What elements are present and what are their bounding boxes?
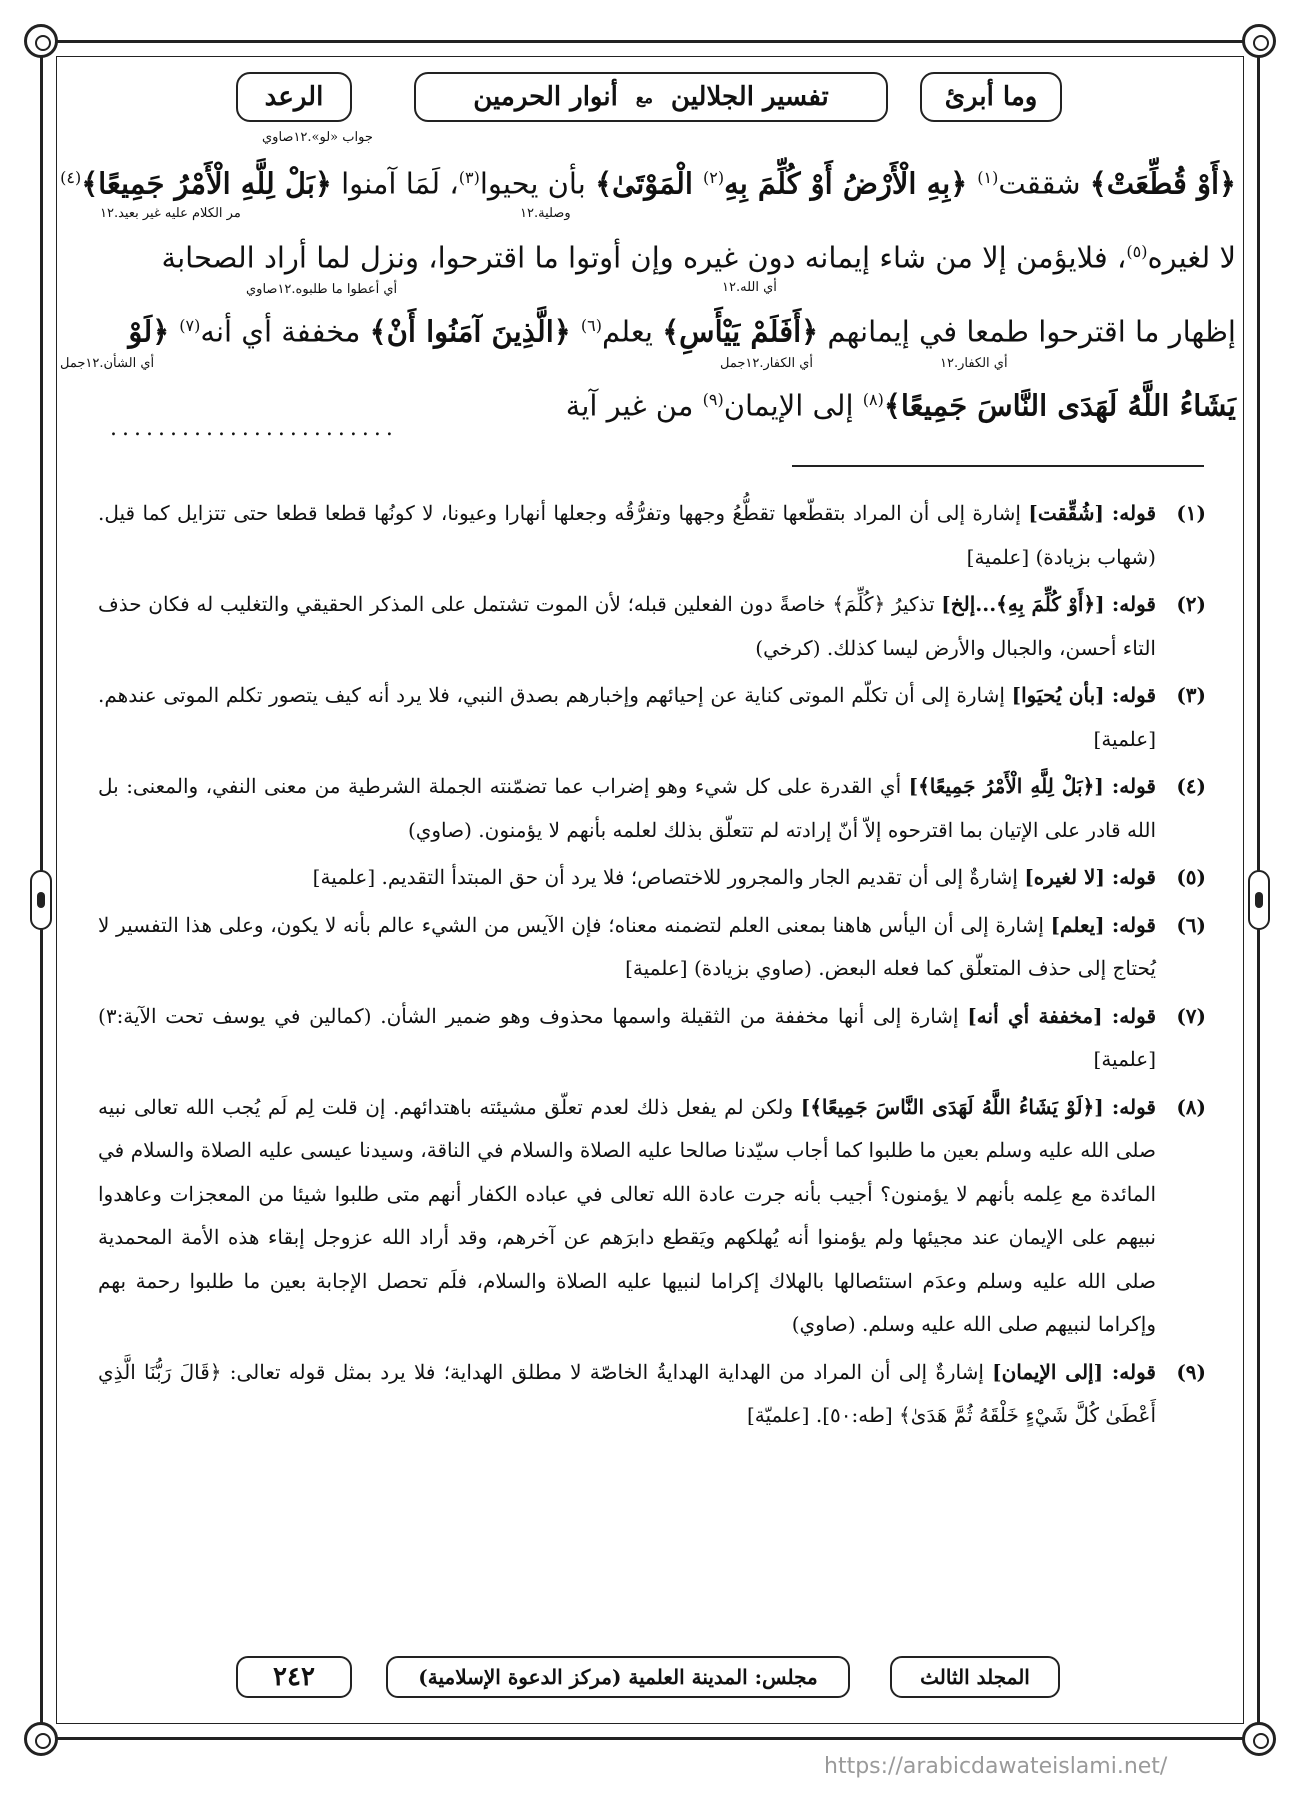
footnote-item: [98, 856, 1206, 900]
footnote-ref: (٣): [458, 168, 480, 187]
footnote-ref: (٤): [60, 168, 82, 187]
footnote-text: إشارة إلى أن اليأس هاهنا بمعنى العلم لتضمنه معناه؛ فإن الآيس من الشيء عالم بأنه لا يكون، وعلى هذا التفسير لا يُحتاج إلى حذف المتعلّق كما فعله البعض. (صاوي بزيادة) [علمية]: [98, 912, 1156, 980]
footnote-label: قوله:: [1104, 865, 1156, 889]
footnote-item: [98, 995, 1206, 1082]
footnote-ref: (٦): [580, 316, 602, 335]
tafsir-text: لا لغيره: [1147, 240, 1236, 275]
footnote-headword: [﴿بَلْ لِلَّهِ الْأَمْرُ جَمِيعًا﴾]: [908, 774, 1104, 798]
footnote-ref: (٢): [703, 168, 725, 187]
footnote-item: [98, 492, 1206, 579]
watermark-url: https://arabicdawateislami.net/: [824, 1754, 1168, 1779]
surah-name: الرعد: [264, 82, 324, 112]
side-note: أي الشأن.١٢جمل: [60, 356, 155, 371]
side-note: أي أعطوا ما طلبوه.١٢صاوي: [246, 282, 398, 297]
side-note: مر الكلام عليه غير بعيد.١٢: [100, 206, 241, 221]
footnote-item: [98, 904, 1206, 991]
tafsir-text: إظهار ما اقترحوا طمعا في إيمانهم: [818, 314, 1236, 349]
publisher-box: [386, 1656, 850, 1698]
commentary-title: أنوار الحرمين: [473, 82, 618, 112]
footnote-label: قوله:: [1102, 1003, 1157, 1028]
footnote-text: إشارةٌ إلى أن تقديم الجار والمجرور للاختصاص؛ فلا يرد أن حق المبتدأ التقديم. [علمية]: [312, 865, 1025, 889]
corner-ornament-icon: [24, 24, 58, 58]
footnote-text: إشارة إلى أن المراد بتقطّعها تقطُّعُ وجهها وتفرُّقُه وجعلها أنهارا وعيونا، لا كونُها قطعا قطعا حتى تتزايل كما قيل. (شهاب بزيادة) [علمية]: [98, 501, 1156, 569]
footnote-headword: [بأن يُحيَوا]: [1011, 683, 1105, 707]
footnote-number: (٧): [1176, 1003, 1206, 1028]
footnote-label: قوله:: [1104, 683, 1157, 707]
footnote-item: [98, 765, 1206, 852]
main-text-line-2: [66, 232, 1236, 278]
quran-verse: ﴿لَوْ: [128, 314, 180, 349]
footnote-number: (٤): [1176, 774, 1206, 798]
book-title-box: [414, 72, 888, 122]
quran-verse: ﴿أَفَلَمْ يَيْأَسِ﴾: [662, 314, 819, 349]
footnote-headword: [﴿لَوْ يَشَاءُ اللَّهُ لَهَدَى النَّاسَ جَمِيعًا﴾]: [800, 1094, 1104, 1119]
side-note: أي الكفار.١٢جمل: [720, 356, 813, 371]
footnote-ref: (١): [977, 168, 999, 187]
corner-ornament-icon: [1242, 24, 1276, 58]
quran-verse: ﴿أَوْ قُطِّعَتْ﴾: [1089, 166, 1236, 201]
main-text-line-1: [60, 158, 1236, 204]
footnote-text: إشارةٌ إلى أن المراد من الهداية الهدايةُ الخاصّة لا مطلق الهداية؛ فلا يرد بمثل قوله تعالى: ﴿قَالَ رَبُّنَا الَّذِي أَعْطَىٰ كُلَّ شَيْءٍ خَلْقَهُ ثُمَّ هَدَىٰ﴾ [طه:٥٠]. [علميّة]: [98, 1359, 1156, 1427]
juz-name-box: [920, 72, 1062, 122]
footnote-label: قوله:: [1103, 774, 1156, 798]
footnote-label: قوله:: [1103, 1359, 1156, 1384]
footnote-item: [98, 583, 1206, 670]
quran-verse: يَشَاءُ اللَّهُ لَهَدَى النَّاسَ جَمِيعًا﴾: [883, 388, 1236, 423]
side-note: أي الكفار.١٢: [940, 356, 1008, 371]
footnote-text: إشارة إلى أنها مخففة من الثقيلة واسمها محذوف وهو ضمير الشأن. (كمالين في يوسف تحت الآية:٣) [علمية]: [98, 1003, 1156, 1071]
footnote-headword: [لا لغيره]: [1024, 865, 1105, 889]
footnote-label: قوله:: [1104, 592, 1156, 616]
dot-leader: ........................: [110, 416, 398, 441]
footnote-ref: (٥): [1126, 242, 1148, 261]
footnote-item: [98, 674, 1206, 761]
corner-ornament-icon: [1242, 1722, 1276, 1756]
publisher: مجلس: المدينة العلمية (مركز الدعوة الإسلامية): [418, 1665, 818, 1689]
tafsir-text: بأن يحيوا: [479, 166, 596, 201]
footnote-label: قوله:: [1103, 501, 1157, 525]
tafsir-text: ، لَمَا آمنوا: [331, 166, 459, 201]
footnote-number: (٣): [1176, 683, 1206, 707]
tafsir-text: إلى الإيمان: [723, 388, 863, 423]
juz-name: وما أبرئ: [944, 82, 1038, 112]
footnote-label: قوله:: [1103, 1094, 1156, 1119]
tafsir-text: يعلم: [602, 314, 663, 349]
footnote-text: تذكيرُ ﴿كُلِّمَ﴾ خاصةً دون الفعلين قبله؛ لأن الموت تشتمل على المذكر الحقيقي والتغليب له فكان حذف التاء أحسن، والجبال والأرض ليسا كذلك. (كرخي): [98, 592, 1156, 660]
surah-name-box: [236, 72, 352, 122]
side-note: وصلية.١٢: [520, 206, 571, 221]
quran-verse: الْمَوْتَىٰ﴾: [595, 166, 704, 201]
side-ornament-icon: [1248, 870, 1270, 930]
footnote-text: ولكن لم يفعل ذلك لعدم تعلّق مشيئته باهتدائهم. إن قلت لِم لَم يُجب الله تعالى نبيه صلى الله عليه وسلم بعين ما طلبوا كما أجاب سيّدنا صالحا عليه الصلاة والسلام في الناقة، وسيدنا عيسى عليه الصلاة والسلام في المائدة مع عِلمه بأنهم لا يؤمنون؟ أجيب بأنه جرت عادة الله تعالى في عباده الكفار أنهم متى طلبوا شيئا من المعجزات وعاهدوا نبيهم على الإيمان عند مجيئها ولم يؤمنوا أنه يُهلكهم ويَقطع دابرَهم عن آخرهم، وقد أراد الله عزوجل إبقاء هذه الأمة المحمدية صلى الله عليه وسلم وعدَم استئصالها بالهلاك إكراما لنبيها عليه الصلاة والسلام، فلَم تحصل الإجابة بعين ما طلبوا رحمة بهم وإكراما لنبيهم صلى الله عليه وسلم. (صاوي): [98, 1094, 1157, 1336]
footnote-ref: (٩): [702, 390, 724, 409]
footnote-item: [98, 1351, 1206, 1438]
page-number: ٢٤٢: [273, 1662, 315, 1692]
side-ornament-icon: [30, 870, 52, 930]
footnote-number: (٢): [1176, 592, 1206, 616]
volume-box: [890, 1656, 1060, 1698]
volume: المجلد الثالث: [920, 1665, 1030, 1689]
footnote-text: أي القدرة على كل شيء وهو إضراب عما تضمّنته الجملة الشرطية من معنى النفي، والمعنى: بل الله قادر على الإتيان بما اقترحوه إلاّ أنّ إرادته لم تتعلّق بذلك لعلمه بأنهم لا يؤمنون. (صاوي): [98, 774, 1156, 842]
footnote-text: إشارة إلى أن تكلّم الموتى كناية عن إحيائهم وإخبارهم بصدق النبي، فلا يرد أنه كيف يتصور تكلم الموتى عندهم. [علمية]: [98, 683, 1156, 751]
footnote-headword: [مخففة أي أنه]: [967, 1003, 1103, 1028]
tafsir-text: شققت: [998, 166, 1090, 201]
quran-verse: ﴿بِهِ الْأَرْضُ أَوْ كُلِّمَ بِهِ: [724, 166, 978, 201]
footnote-number: (٩): [1176, 1359, 1206, 1384]
page-number-box: [236, 1656, 352, 1698]
footnote-ref: (٨): [862, 390, 884, 409]
tafsir-text: مخففة أي أنه: [200, 314, 370, 349]
footnote-divider: [792, 465, 1204, 467]
corner-ornament-icon: [24, 1722, 58, 1756]
footnote-headword: [يعلم]: [1050, 912, 1105, 937]
tafsir-text: من غير آية: [565, 388, 703, 423]
tafsir-text: ، فلايؤمن إلا من شاء إيمانه دون غيره وإن أوتوا ما اقترحوا، ونزل لما أراد الصحابة: [161, 240, 1127, 275]
footnotes-list: [98, 492, 1206, 1442]
quran-verse: ﴿الَّذِينَ آمَنُوا أَنْ﴾: [369, 314, 581, 349]
footnote-headword: [إلى الإيمان]: [992, 1359, 1104, 1384]
with-label: مع: [635, 87, 653, 107]
side-note: أي الله.١٢: [722, 280, 777, 295]
footnote-number: (٥): [1176, 865, 1206, 889]
quran-verse: ﴿بَلْ لِلَّهِ الْأَمْرُ جَمِيعًا﴾: [81, 166, 332, 201]
main-text-line-3: [66, 306, 1236, 352]
footnote-number: (٦): [1176, 912, 1206, 937]
footnote-label: قوله:: [1104, 912, 1156, 937]
footnote-number: (٨): [1176, 1094, 1206, 1119]
footnote-headword: [شُقِّقت]: [1028, 501, 1104, 525]
footnote-ref: (٧): [179, 316, 201, 335]
side-note: جواب «لو».١٢صاوي: [262, 130, 373, 145]
footnote-headword: [﴿أَوْ كُلِّمَ بِهِ﴾...إلخ]: [941, 592, 1105, 616]
footnote-number: (١): [1176, 501, 1206, 525]
book-title: تفسير الجلالين: [670, 82, 829, 112]
footnote-item: [98, 1086, 1206, 1347]
